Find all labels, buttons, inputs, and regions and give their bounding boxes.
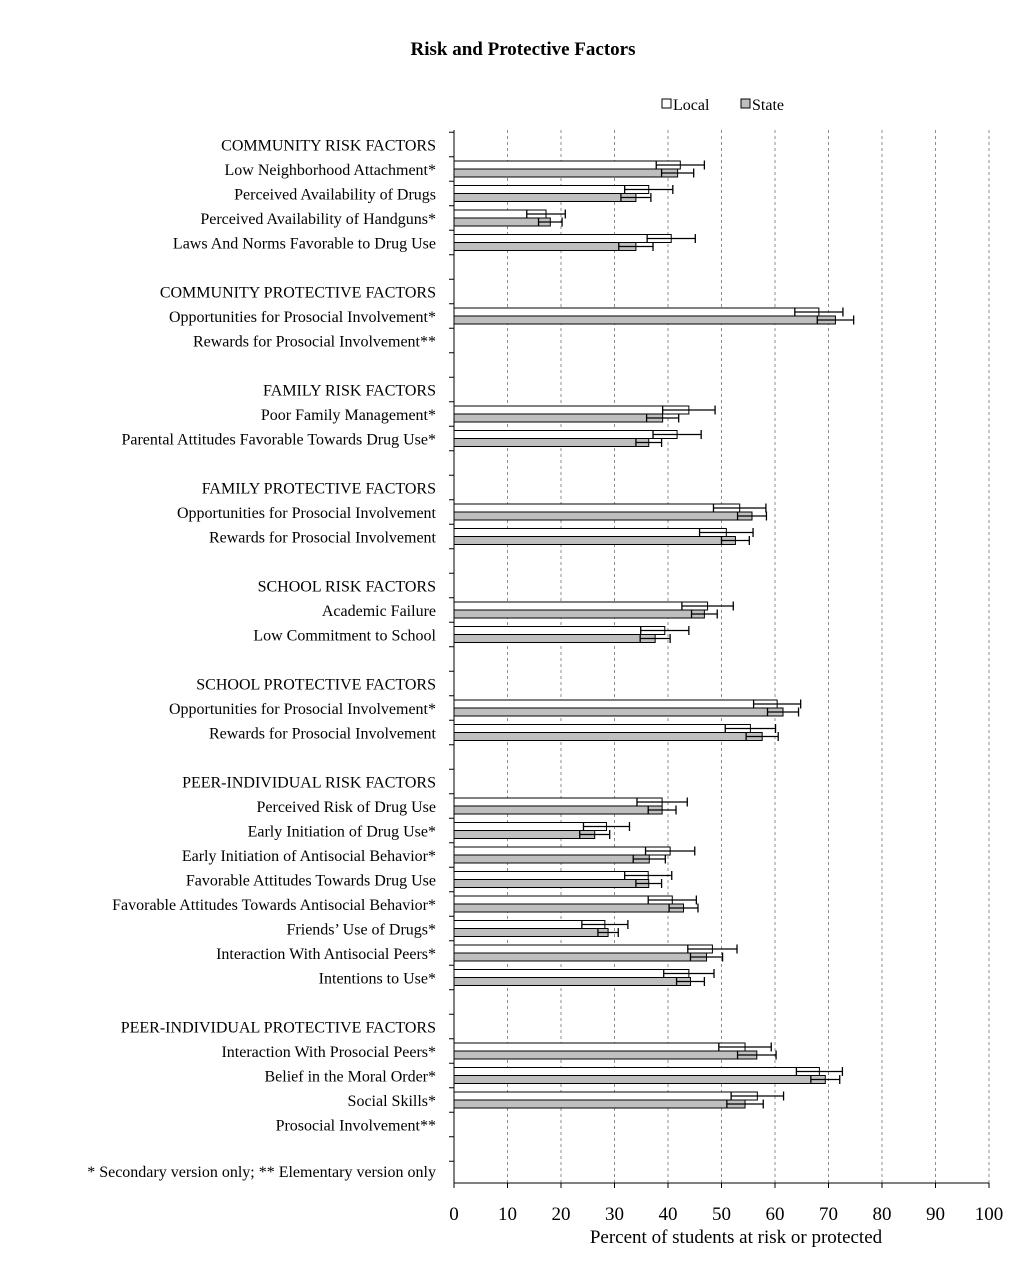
bar-local [454,602,708,610]
bar-state [454,880,649,888]
bar-state [454,831,595,839]
axes [449,130,989,1188]
bar-local [454,798,662,806]
category-label: Low Neighborhood Attachment* [224,162,436,179]
category-label: Interaction With Antisocial Peers* [216,946,436,963]
bar-state [454,512,752,520]
bar-local [454,161,680,169]
bar-local [454,700,777,708]
bar-state [454,194,636,202]
grid-lines [508,130,990,1183]
bar-local [454,529,726,537]
x-tick-label: 10 [498,1204,517,1225]
x-tick-label: 40 [658,1204,678,1225]
bar-state [454,978,690,986]
bars [454,161,835,1108]
x-tick-label: 20 [551,1204,571,1225]
category-label: Perceived Availability of Handguns* [200,211,436,228]
bar-local [454,235,671,243]
category-label: Opportunities for Prosocial Involvement [176,505,436,522]
bar-state [454,439,649,447]
x-tick-labels [449,1204,1003,1225]
category-label: Interaction With Prosocial Peers* [221,1044,436,1061]
footnote: * Secondary version only; ** Elementary version only [87,1164,436,1181]
category-label: Rewards for Prosocial Involvement** [192,333,436,351]
bar-state [454,218,550,226]
x-tick-label: 90 [926,1204,945,1225]
category-label: Belief in the Moral Order* [264,1068,436,1086]
section-header: FAMILY RISK FACTORS [263,382,436,400]
category-label: Opportunities for Prosocial Involvement* [168,701,436,718]
legend-label-local: Local [673,97,710,114]
bar-local [454,945,712,953]
bar-local [454,970,689,978]
legend-swatch-local [662,99,671,108]
bar-state [454,708,783,716]
category-label: Laws And Norms Favorable to Drug Use [172,235,436,253]
bar-local [454,406,689,414]
bar-local [454,896,672,904]
category-label: Rewards for Prosocial Involvement [208,725,436,743]
bar-state [454,635,655,643]
bar-state [454,733,762,741]
section-header: SCHOOL RISK FACTORS [257,578,436,596]
bar-state [454,1051,757,1059]
bar-state [454,169,678,177]
bar-state [454,904,684,912]
bar-state [454,610,704,618]
bar-local [454,872,648,880]
x-tick-label: 60 [765,1204,785,1225]
x-tick-label: 70 [819,1204,838,1225]
section-header: PEER-INDIVIDUAL RISK FACTORS [182,774,436,792]
bar-state [454,855,649,863]
bar-state [454,953,707,961]
category-label: Intentions to Use* [318,970,436,988]
bar-local [454,847,670,855]
x-axis-label: Percent of students at risk or protected [589,1227,883,1248]
x-tick-label: 30 [605,1204,624,1225]
x-tick-label: 0 [449,1204,459,1225]
section-header: COMMUNITY RISK FACTORS [221,137,436,155]
bar-local [454,725,750,733]
chart-title: Risk and Protective Factors [410,39,636,60]
bar-local [454,431,677,439]
bar-local [454,627,665,635]
bar-state [454,1076,825,1084]
category-label: Early Initiation of Antisocial Behavior* [181,848,436,865]
category-label: Social Skills* [347,1093,436,1110]
legend-label-state: State [752,97,784,114]
bar-local [454,1068,819,1076]
legend-swatch-state [741,99,750,108]
category-label: Parental Attitudes Favorable Towards Drug Use* [121,431,436,449]
category-label: Favorable Attitudes Towards Drug Use [185,872,436,890]
x-tick-label: 50 [712,1204,731,1225]
section-header: SCHOOL PROTECTIVE FACTORS [196,676,436,694]
bar-local [454,504,740,512]
bar-state [454,243,636,251]
category-label: Opportunities for Prosocial Involvement* [168,309,436,326]
category-label: Perceived Availability of Drugs [234,186,436,204]
section-header: PEER-INDIVIDUAL PROTECTIVE FACTORS [120,1019,436,1037]
x-tick-label: 100 [974,1204,1004,1225]
category-label: Favorable Attitudes Towards Antisocial Behavior* [112,897,436,914]
bar-local [454,186,649,194]
category-label: Rewards for Prosocial Involvement [208,529,436,547]
bar-state [454,806,662,814]
bar-state [454,414,663,422]
category-label: Perceived Risk of Drug Use [256,799,436,816]
category-label: Friends’ Use of Drugs* [286,921,436,939]
category-label: Poor Family Management* [260,407,436,424]
bar-state [454,316,835,324]
category-label: Prosocial Involvement** [275,1117,436,1135]
category-label: Early Initiation of Drug Use* [247,823,436,841]
x-tick-label: 80 [872,1204,892,1225]
bar-local [454,1043,745,1051]
category-labels [112,138,436,1135]
bar-state [454,929,608,937]
category-label: Low Commitment to School [253,627,436,645]
legend [662,97,784,114]
bar-state [454,537,735,545]
category-label: Academic Failure [321,603,436,620]
bar-local [454,308,819,316]
bar-state [454,1100,745,1108]
section-header: COMMUNITY PROTECTIVE FACTORS [159,284,436,302]
section-header: FAMILY PROTECTIVE FACTORS [201,480,436,498]
bar-local [454,1092,757,1100]
